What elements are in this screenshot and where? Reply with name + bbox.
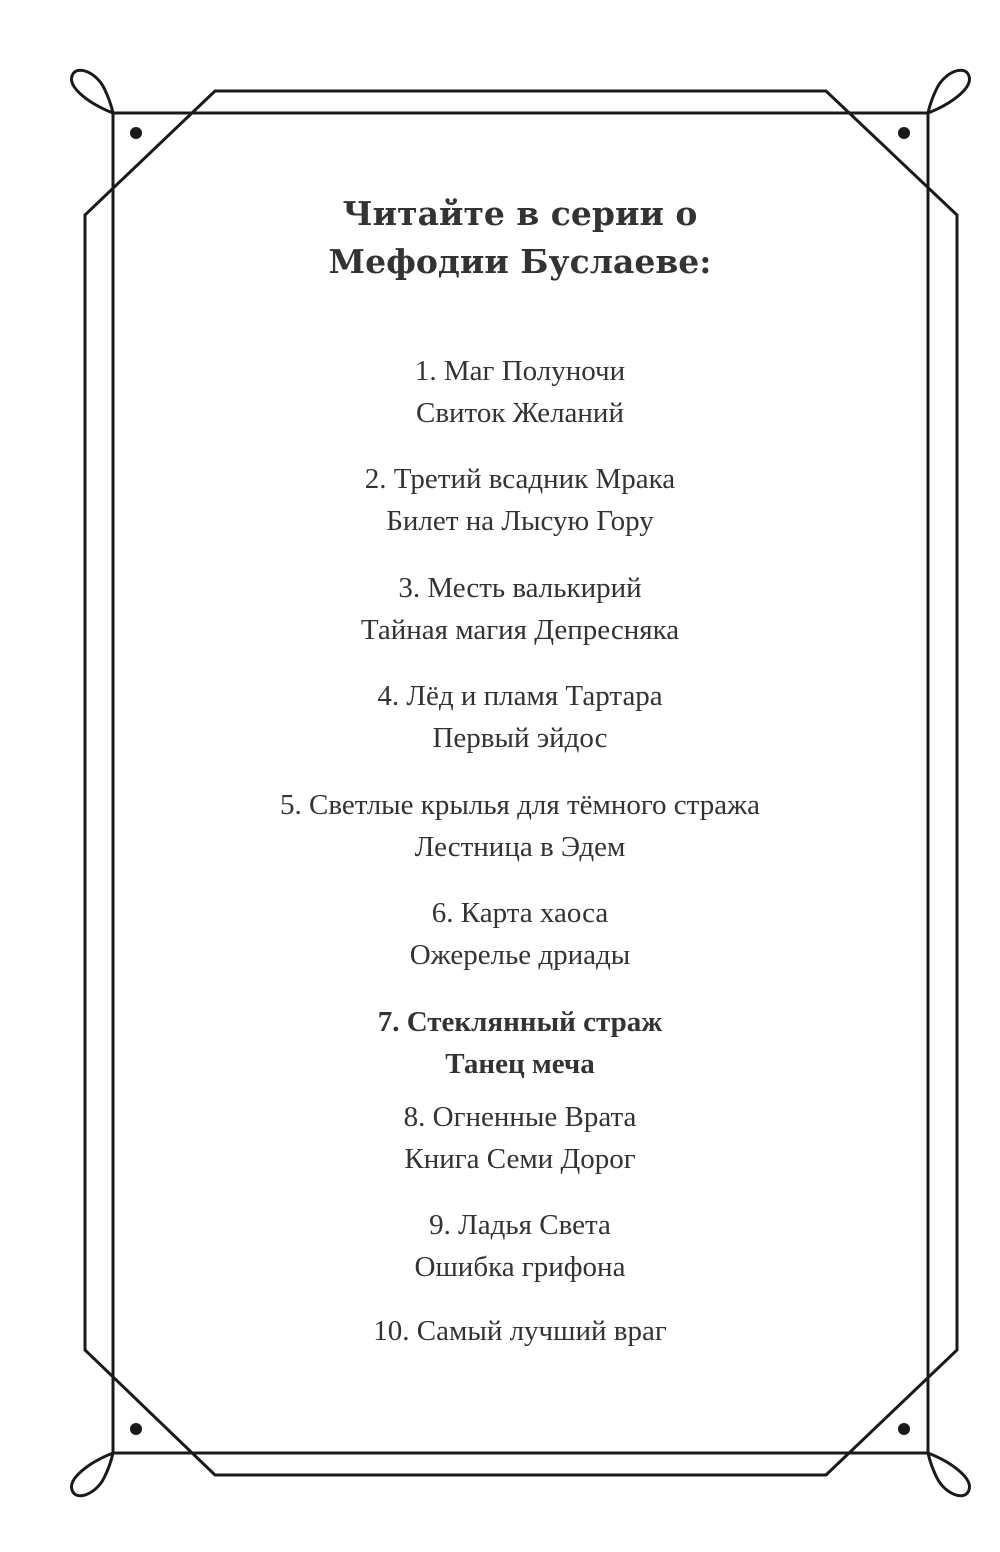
book-title: 5. Светлые крылья для тёмного стража [280,789,760,821]
book-entry-1 [0,350,1000,434]
series-heading-line-2: Мефодии Буслаеве: [328,242,712,281]
frame-corner-dot-bottom-right [898,1423,910,1435]
book-title: Лестница в Эдем [414,831,626,863]
book-title: 2. Третий всадник Мрака [364,463,676,495]
book-title: Тайная магия Депресняка [360,614,680,646]
frame-corner-loop-bottom-left [72,1453,113,1496]
book-entry-5 [0,784,1000,868]
book-title: Ожерелье дриады [409,939,631,971]
frame-corner-loop-top-left [72,70,113,113]
book-entry-6 [0,892,1000,976]
book-title: Свиток Желаний [416,397,624,429]
book-title: 9. Ладья Света [429,1209,611,1241]
book-title: 7. Стеклянный страж [377,1006,663,1038]
series-heading [0,190,1000,286]
book-title: Билет на Лысую Гору [386,505,654,537]
frame-corner-dot-bottom-left [130,1423,142,1435]
book-entry-4 [0,675,1000,759]
book-entry-10 [0,1310,1000,1352]
book-title: Книга Семи Дорог [404,1143,636,1175]
book-entry-2 [0,458,1000,542]
book-title: Танец меча [445,1048,595,1080]
book-title: 6. Карта хаоса [431,897,609,929]
book-title: Ошибка грифона [414,1251,626,1283]
book-title: Первый эйдос [432,722,608,754]
frame-corner-loop-top-right [928,70,969,113]
series-heading-line-1: Читайте в серии о [342,194,698,233]
frame-corner-dot-top-left [130,127,142,139]
book-entry-8 [0,1096,1000,1180]
book-title: 8. Огненные Врата [403,1101,637,1133]
frame-corner-dot-top-right [898,127,910,139]
book-title: 3. Месть валькирий [398,572,642,604]
book-title: 1. Маг Полуночи [414,355,626,387]
book-entry-7-current [0,1001,1000,1085]
book-entry-3 [0,567,1000,651]
book-title: 4. Лёд и пламя Тартара [377,680,663,712]
book-entry-9 [0,1204,1000,1288]
frame-corner-loop-bottom-right [928,1453,969,1496]
book-title: 10. Самый лучший враг [373,1315,667,1347]
